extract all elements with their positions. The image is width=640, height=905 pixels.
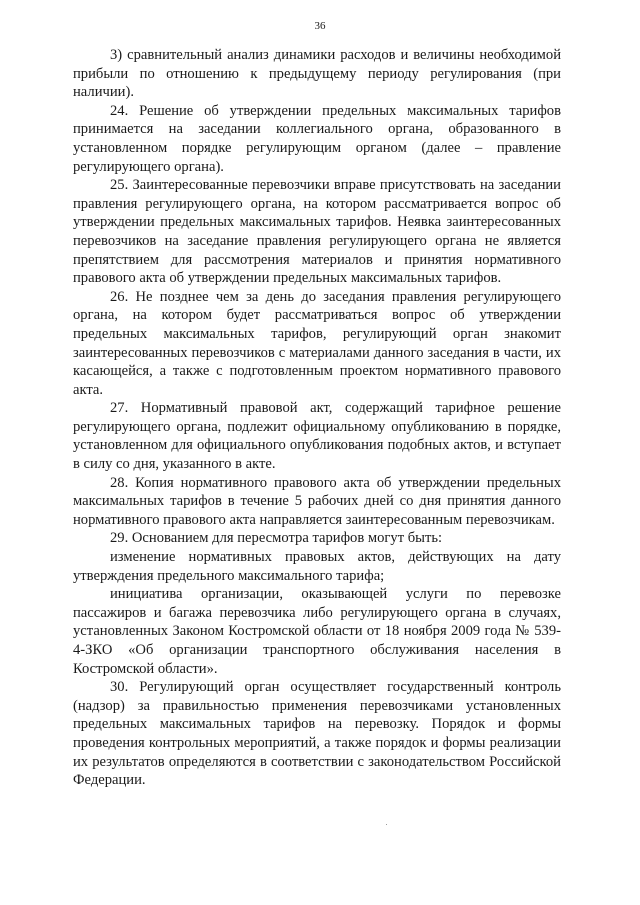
paragraph-item-3-comparative-analysis: 3) сравнительный анализ динамики расходов и величины необходимой прибыли по отношению к предыдущему периоду регулирования (при наличии). xyxy=(73,47,561,101)
paragraph-29-ground-2: инициатива организации, оказывающей услуги по перевозке пассажиров и багажа перевозчика либо регулирующего органа в случаях, установленных Законом Костромской области от 18 ноября 2009 года № 539-4-ЗКО «Об организации транспортного обслуживания населения в Костромской области». xyxy=(73,586,561,677)
page-number: 36 xyxy=(314,20,326,32)
scan-speck xyxy=(386,824,387,825)
paragraph-26: 26. Не позднее чем за день до заседания правления регулирующего органа, на котором будет рассматриваться вопрос об утверждении предельных максимальных тарифов, регулирующий орган знакомит заинтересованных перевозчиков с материалами данного заседания в части, их касающейся, а также с подготовленным проектом нормативного правового акта. xyxy=(73,288,561,398)
document-body xyxy=(73,46,561,790)
paragraph-27: 27. Нормативный правовой акт, содержащий тарифное решение регулирующего органа, подлежит официальному опубликованию в порядке, установленном для официального опубликования подобных актов, и вступает в силу со дня, указанного в акте. xyxy=(73,400,561,473)
paragraph-25: 25. Заинтересованные перевозчики вправе присутствовать на заседании правления регулирующего органа, на котором рассматривается вопрос об утверждении предельных максимальных тарифов. Неявка заинтересованных перевозчиков на заседание правления регулирующего органа не является препятствием для рассмотрения материалов и принятия нормативного правового акта об утверждении предельных максимальных тарифов. xyxy=(73,177,561,287)
paragraph-30: 30. Регулирующий орган осуществляет государственный контроль (надзор) за правильностью применения перевозчиками установленных предельных максимальных тарифов на перевозку. Порядок и формы проведения контрольных мероприятий, а также порядок и формы реализации их результатов определяются в соответствии с законодательством Российской Федерации. xyxy=(73,679,561,789)
paragraph-24: 24. Решение об утверждении предельных максимальных тарифов принимается на заседании коллегиального органа, образованного в установленном порядке регулирующим органом (далее – правление регулирующего органа). xyxy=(73,102,561,175)
paragraph-28: 28. Копия нормативного правового акта об утверждении предельных максимальных тарифов в течение 5 рабочих дней со дня принятия данного нормативного правового акта направляется заинтересованным перевозчикам. xyxy=(73,474,561,528)
paragraph-29-ground-1: изменение нормативных правовых актов, действующих на дату утверждения предельного максимального тарифа; xyxy=(73,549,561,584)
paragraph-29: 29. Основанием для пересмотра тарифов могут быть: xyxy=(110,530,443,547)
